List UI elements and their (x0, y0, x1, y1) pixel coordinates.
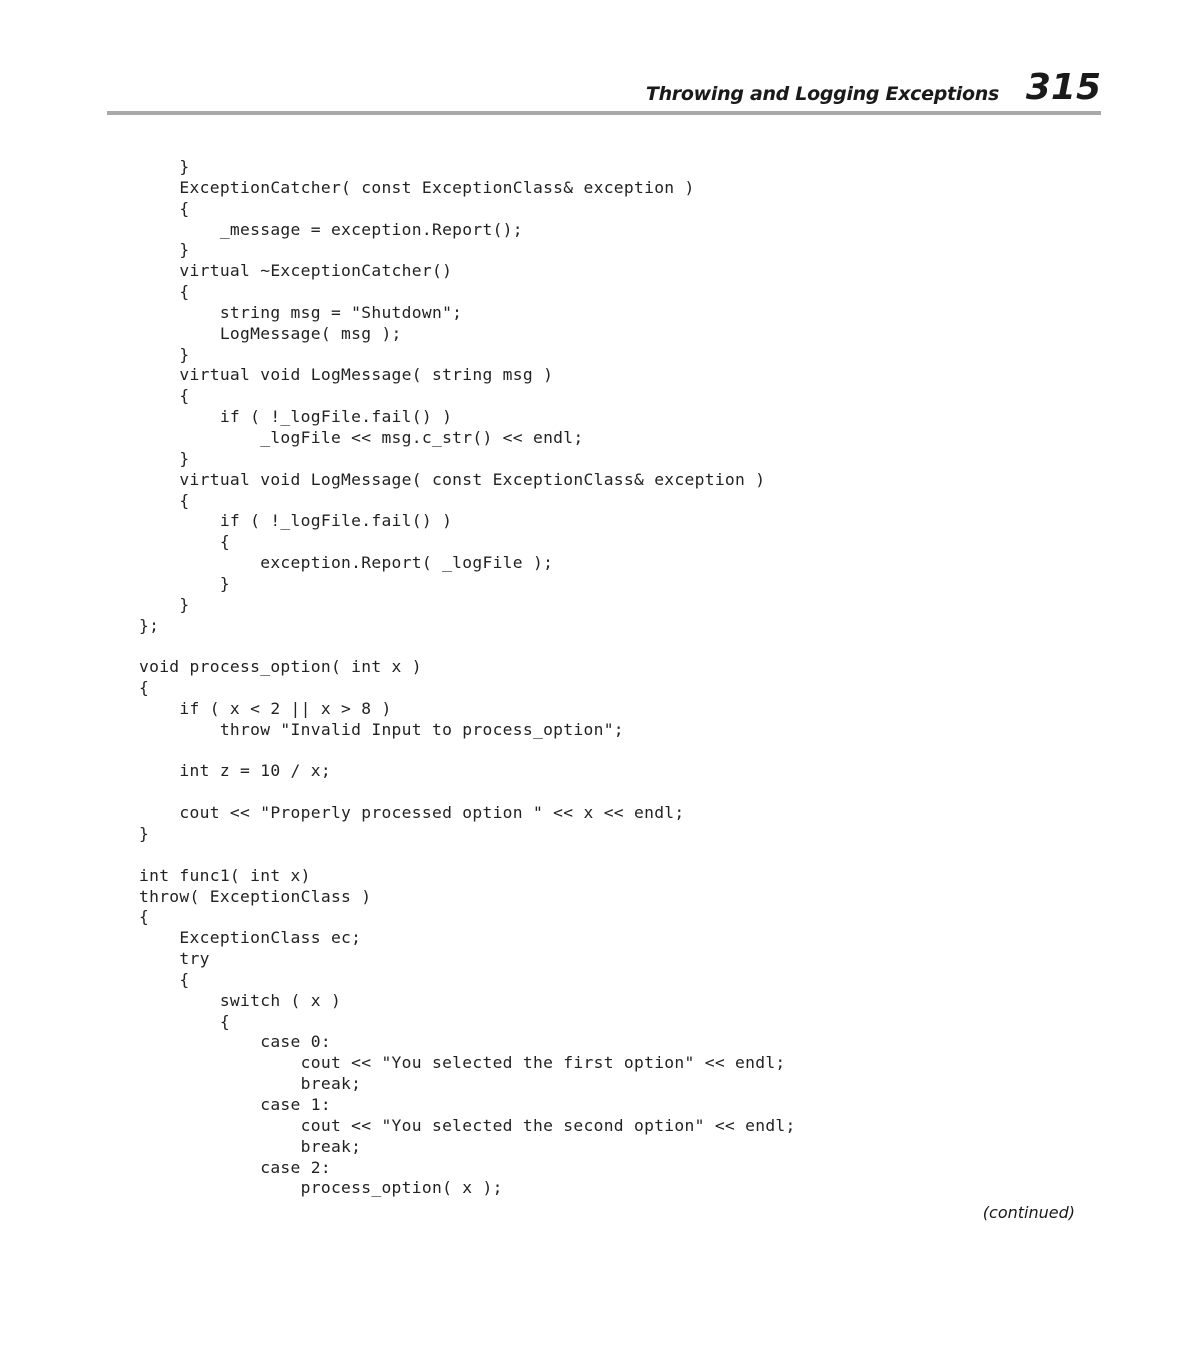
code-line: cout << "You selected the first option" << endl; (139, 1053, 786, 1073)
code-line: } (139, 824, 150, 843)
code-line: }; (139, 615, 160, 635)
code-line: { (139, 969, 190, 989)
code-line: break; (139, 1074, 362, 1094)
code-line: { (139, 282, 190, 302)
code-line: switch ( x ) (139, 990, 342, 1010)
code-line: if ( x < 2 || x > 8 ) (139, 698, 392, 718)
code-line: virtual void LogMessage( string msg ) (139, 365, 554, 385)
page-number: 315 (1025, 67, 1101, 108)
code-line: int func1( int x) (139, 865, 311, 885)
code-line: try (139, 949, 210, 969)
code-line: case 2: (139, 1157, 331, 1177)
code-line: cout << "You selected the second option" << endl; (139, 1115, 796, 1135)
code-line: { (139, 198, 190, 218)
code-line: } (139, 448, 190, 468)
code-line: break; (139, 1136, 362, 1156)
section-title: Throwing and Logging Exceptions (645, 83, 999, 105)
code-line: virtual void LogMessage( const ExceptionClass& exception ) (139, 469, 766, 489)
code-line (139, 845, 796, 866)
code-line: case 1: (139, 1094, 331, 1114)
code-line: int z = 10 / x; (139, 761, 331, 781)
code-line: { (139, 907, 150, 927)
code-line: if ( !_logFile.fail() ) (139, 407, 453, 427)
code-line: LogMessage( msg ); (139, 323, 402, 343)
code-line: _logFile << msg.c_str() << endl; (139, 427, 584, 447)
code-line: void process_option( int x ) (139, 657, 422, 677)
code-line: } (139, 240, 190, 260)
code-line: throw( ExceptionClass ) (139, 886, 372, 906)
code-line: throw "Invalid Input to process_option"; (139, 719, 624, 739)
header-rule (107, 111, 1101, 115)
running-head (107, 66, 1101, 110)
code-line: _message = exception.Report(); (139, 219, 523, 239)
code-line: } (139, 344, 190, 364)
continued-label: (continued) (982, 1203, 1075, 1222)
code-line: ExceptionCatcher( const ExceptionClass& exception ) (139, 177, 695, 197)
code-line: { (139, 1011, 230, 1031)
code-line (139, 636, 796, 657)
code-line: string msg = "Shutdown"; (139, 302, 463, 322)
code-line: ExceptionClass ec; (139, 928, 362, 948)
code-line: virtual ~ExceptionCatcher() (139, 261, 453, 281)
code-line: exception.Report( _logFile ); (139, 553, 554, 573)
code-line: cout << "Properly processed option " << x << endl; (139, 803, 685, 823)
code-line: { (139, 678, 150, 698)
code-line: { (139, 386, 190, 406)
code-line: } (139, 157, 190, 176)
code-line: process_option( x ); (139, 1178, 503, 1198)
code-line: } (139, 594, 190, 614)
code-line (139, 782, 796, 803)
code-line: case 0: (139, 1032, 331, 1052)
code-listing (139, 157, 796, 1199)
code-line: } (139, 573, 230, 593)
code-line: { (139, 532, 230, 552)
code-line: { (139, 490, 190, 510)
code-line: if ( !_logFile.fail() ) (139, 511, 453, 531)
code-line (139, 741, 796, 762)
